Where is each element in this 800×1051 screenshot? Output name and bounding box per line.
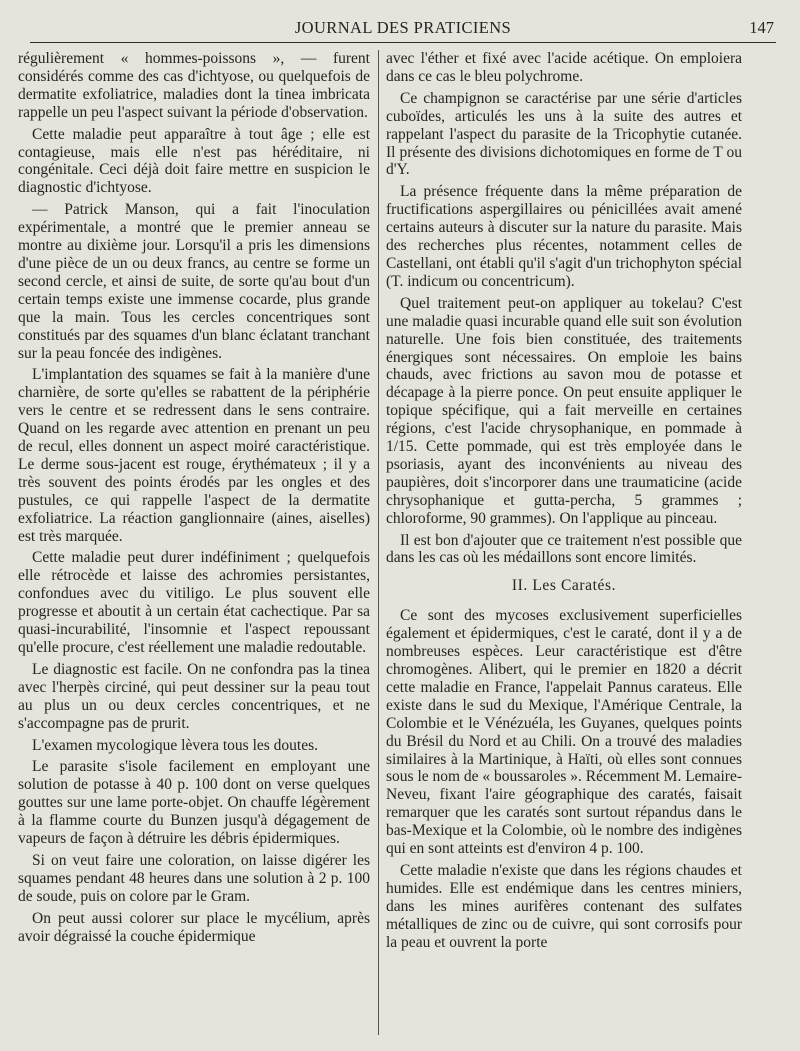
paragraph: — Patrick Manson, qui a fait l'inoculation expérimentale, a montré que le premier anneau se montre au dixième jour. Lorsqu'il a pris les dimensions d'une pièce de un ou deux francs, au centre se forme un second cercle, et ainsi de suite, de sorte qu'au bout d'un certain temps existe une immense cocarde, plus grande que la main. Tous les cercles concentriques sont constitués par des squames d'un blanc éclatant tranchant sur la peau foncée des indigènes.: [18, 201, 370, 362]
paragraph: Quel traitement peut-on appliquer au tokelau? C'est une maladie quasi incurable quand elle suit son évolution naturelle. Une fois bien constituée, des traitements énergiques sont nécessaires. On emploie les bains chauds, avec frictions au savon mou de potasse et décapage à la pierre ponce. On peut ensuite appliquer le topique spécifique, qui a fait merveille en certaines régions, c'est l'acide chrysophanique, en pommade à 1/15. Cette pommade, qui est très employée dans le psoriasis, ayant des inconvénients au niveau des paupières, doit s'incorporer dans une traumaticine (acide chrysophanique et gutta-percha, 5 grammes ; chloroforme, 90 grammes). On l'applique au pinceau.: [386, 294, 742, 527]
paragraph: On peut aussi colorer sur place le mycélium, après avoir dégraissé la couche épidermique: [18, 909, 370, 945]
page-number: 147: [749, 18, 774, 37]
section-heading: II. Les Caratés.: [511, 577, 617, 595]
paragraph: Cette maladie peut apparaître à tout âge ; elle est contagieuse, mais elle n'est pas héréditaire, ni congénitale. Ceci déjà doit faire mettre en suspicion le diagnostic d'ichtyose.: [18, 125, 370, 197]
paragraph: avec l'éther et fixé avec l'acide acétique. On emploiera dans ce cas le bleu polychrome.: [386, 50, 742, 85]
right-column: [386, 50, 742, 1045]
journal-title: JOURNAL DES PRATICIENS: [294, 18, 512, 37]
paragraph: L'implantation des squames se fait à la manière d'une charnière, de sorte qu'elles se rabattent de la périphérie vers le centre et se redressent dans le sens contraire. Quand on les regarde avec attention en prenant un peu de recul, elles donnent un aspect moiré caractéristique. Le derme sous-jacent est rouge, érythémateux ; il y a très souvent des points érodés par les ongles et des pustules, ce qui rappelle l'aspect de la dermatite exfoliatrice. La réaction ganglionnaire (aines, aiselles) est très marquée.: [18, 366, 370, 545]
running-header: [30, 14, 776, 43]
paragraph: La présence fréquente dans la même préparation de fructifications aspergillaires ou pénicillées avait amené certains auteurs à discuter sur la nature du parasite. Mais des recherches plus récentes, notamment celles de Castellani, ont établi qu'il s'agit d'un trichophyton spécial (T. indicum ou concentricum).: [386, 183, 742, 290]
paragraph: Le diagnostic est facile. On ne confondra pas la tinea avec l'herpès circiné, qui peut dessiner sur la peau tout au plus un ou deux cercles concentriques, et ne s'accompagne pas de prurit.: [18, 660, 370, 732]
paragraph: Si on veut faire une coloration, on laisse digérer les squames pendant 48 heures dans une solution à 2 p. 100 de soude, puis on colore par le Gram.: [18, 851, 370, 905]
paragraph: Ce sont des mycoses exclusivement superficielles également et épidermiques, c'est le caraté, dont il y a de nombreuses espèces. Leur caractéristique est d'être chromogènes. Alibert, qui le premier en 1820 a décrit cette maladie en France, l'appelait Pannus carateus. Elle existe dans le sud du Mexique, l'Amérique Centrale, la Colombie et le Vénézuéla, les Guyanes, quelques points du Brésil du Nord et au Chili. On a trouvé des maladies similaires à la Martinique, à Haïti, où elles sont connues sous le nom de « boussaroles ». Récemment M. Lemaire-Neveu, fixant l'aire géographique des caratés, faisait remarquer que les caratés sont surtout répandus dans le bas-Mexique et la Colombie, où le nombre des indigènes qui en sont atteints est d'environ 4 p. 100.: [386, 607, 742, 858]
paragraph: Il est bon d'ajouter que ce traitement n'est possible que dans les cas où les médaillons sont encore limités.: [386, 531, 742, 567]
paragraph: Le parasite s'isole facilement en employant une solution de potasse à 40 p. 100 dont on verse quelques gouttes sur une lame porte-objet. On chauffe légèrement à la flamme courte du Bunzen jusqu'à dégagement de vapeurs de façon à détruire les débris épidermiques.: [18, 758, 370, 848]
paragraph: L'examen mycologique lèvera tous les doutes.: [32, 736, 319, 754]
column-divider: [378, 50, 379, 1035]
paragraph: Ce champignon se caractérise par une série d'articles cuboïdes, articulés les uns à la suite des autres et rappelant l'aspect du parasite de la Tricophytie cutanée. Il présente des divisions dichotomiques en forme de T ou d'Y.: [386, 89, 742, 179]
left-column: [18, 50, 370, 1045]
paragraph: Cette maladie n'existe que dans les régions chaudes et humides. Elle est endémique dans les centres miniers, dans les mines aurifères contenant des sulfates métalliques de zinc ou de cuivre, qui sont corrosifs pour la peau et ouvrent la porte: [386, 861, 742, 951]
paragraph: régulièrement « hommes-poissons », — furent considérés comme des cas d'ichtyose, ou quelquefois de dermatite exfoliatrice, maladies dont la tinea imbricata rappelle un peu l'aspect suivant la période d'observation.: [18, 50, 370, 121]
paragraph: Cette maladie peut durer indéfiniment ; quelquefois elle rétrocède et laisse des achromies persistantes, confondues avec du vitiligo. Le plus souvent elle progresse et aboutit à un certain état cachectique. Par sa quasi-incurabilité, l'insomnie et l'aspect repoussant qu'elle procure, c'est réellement une maladie redoutable.: [18, 549, 370, 656]
